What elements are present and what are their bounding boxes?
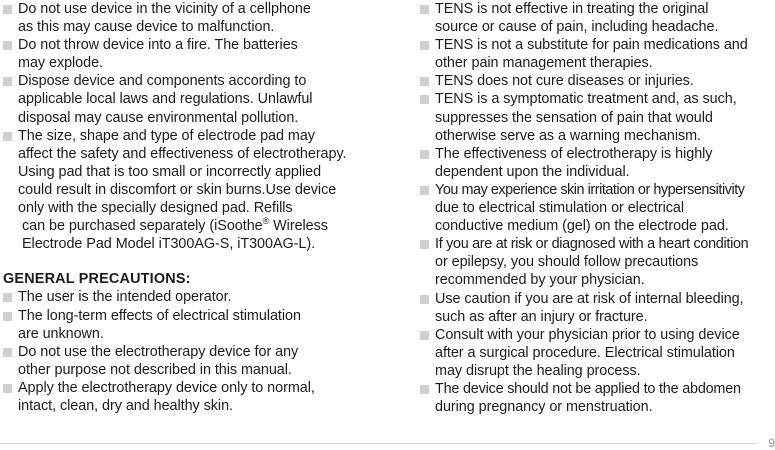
list-item-text: recommended by your physician. — [435, 272, 645, 289]
list-item-text: only with the specially designed pad. Refills — [18, 200, 293, 217]
list-item-text: such as after an injury or fracture. — [435, 308, 648, 325]
list-item — [420, 380, 775, 416]
list-item-text: during pregnancy or menstruation. — [435, 399, 653, 416]
list-item — [420, 235, 775, 289]
list-item-text: The long-term effects of electrical stimulation — [18, 307, 301, 324]
page-number: 9 — [768, 436, 775, 450]
list-item-text: as this may cause device to malfunction. — [18, 19, 275, 36]
list-item-text: source or cause of pain, including headache. — [435, 19, 719, 36]
list-item — [420, 72, 775, 90]
list-item-text: disposal may cause environmental pollution. — [18, 109, 299, 126]
list-item-text: otherwise serve as a warning mechanism. — [435, 127, 701, 144]
list-item-text: TENS does not cure diseases or injuries. — [435, 73, 694, 90]
bullet-square-icon — [420, 41, 429, 50]
bullet-square-icon — [420, 95, 429, 104]
list-item-text: You may experience skin irritation or hypersensitivity — [435, 181, 745, 198]
list-item-text: other purpose not described in this manual. — [18, 361, 292, 378]
list-item-text: Apply the electrotherapy device only to normal, — [18, 379, 315, 396]
list-item-text: TENS is a symptomatic treatment and, as such, — [435, 91, 737, 108]
list-item-text: may disrupt the healing process. — [435, 362, 641, 379]
list-item-text: The device should not be applied to the abdomen — [435, 380, 741, 397]
list-item-text: Dispose device and components according to — [18, 73, 307, 90]
list-item — [3, 127, 368, 254]
list-item-text: or epilepsy, you should follow precautions — [435, 254, 699, 271]
bullet-square-icon — [3, 312, 12, 321]
list-item-text: intact, clean, dry and healthy skin. — [18, 397, 233, 414]
bullet-square-icon — [420, 5, 429, 14]
bullet-square-icon — [420, 295, 429, 304]
registered-mark: ® — [262, 216, 270, 227]
right-column — [420, 0, 775, 416]
list-item-text: suppresses the sensation of pain that would — [435, 109, 713, 126]
list-item — [420, 0, 775, 36]
list-item-text: may explode. — [18, 55, 103, 72]
bullet-square-icon — [3, 384, 12, 393]
list-item — [3, 36, 368, 72]
bullet-square-icon — [3, 132, 12, 141]
footer-divider — [0, 443, 758, 444]
list-item-text: can be purchased separately (iSoothe® Wireless — [22, 216, 328, 235]
list-item-text: Using pad that is too small or incorrectly applied — [18, 163, 322, 180]
list-item-text: dependent upon the individual. — [435, 163, 630, 180]
bullet-square-icon — [420, 385, 429, 394]
list-item — [3, 288, 368, 306]
list-item — [3, 0, 368, 36]
list-item — [3, 343, 368, 379]
list-item-text: The user is the intended operator. — [18, 289, 232, 306]
bullet-square-icon — [3, 348, 12, 357]
list-item — [420, 145, 775, 181]
list-item-text: Do not use device in the vicinity of a cellphone — [18, 1, 311, 17]
list-item-text: The size, shape and type of electrode pad may — [18, 127, 315, 144]
list-item-text: are unknown. — [18, 325, 104, 342]
section-heading: GENERAL PRECAUTIONS: — [3, 271, 191, 288]
list-item-text: If you are at risk or diagnosed with a heart condition — [435, 236, 749, 253]
bullet-square-icon — [3, 5, 12, 14]
bullet-square-icon — [3, 77, 12, 86]
list-item-text: conductive medium (gel) on the electrode pad. — [435, 218, 729, 235]
bullet-square-icon — [3, 293, 12, 302]
bullet-square-icon — [420, 240, 429, 249]
bullet-square-icon — [420, 331, 429, 340]
list-item — [420, 326, 775, 380]
bullet-square-icon — [3, 41, 12, 50]
list-item — [420, 181, 775, 235]
list-item-text: due to electrical stimulation or electrical — [435, 200, 684, 217]
list-item-text: TENS is not effective in treating the original — [435, 1, 709, 17]
list-item — [3, 307, 368, 343]
bullet-square-icon — [420, 77, 429, 86]
list-item-text: Use caution if you are at risk of internal bleeding, — [435, 290, 744, 307]
list-item-text: Do not use the electrotherapy device for any — [18, 343, 299, 360]
list-item-text: affect the safety and effectiveness of electrotherapy. — [18, 145, 347, 162]
list-item — [420, 90, 775, 144]
list-item — [3, 379, 368, 415]
list-item-text: The effectiveness of electrotherapy is highly — [435, 145, 713, 162]
list-item-text: Electrode Pad Model iT300AG-S, iT300AG-L). — [22, 236, 316, 253]
list-item — [420, 36, 775, 72]
list-item-text: TENS is not a substitute for pain medications and — [435, 37, 748, 54]
list-item — [420, 290, 775, 326]
bullet-square-icon — [420, 150, 429, 159]
list-item-text: after a surgical procedure. Electrical stimulation — [435, 344, 735, 361]
bullet-square-icon — [420, 186, 429, 195]
list-item-text: other pain management therapies. — [435, 55, 653, 72]
list-item-text: Do not throw device into a fire. The batteries — [18, 37, 298, 54]
left-column — [3, 0, 368, 415]
list-item — [3, 72, 368, 126]
list-item-text: applicable local laws and regulations. Unlawful — [18, 91, 313, 108]
list-item-text: could result in discomfort or skin burns.Use device — [18, 181, 337, 198]
list-item-text: Consult with your physician prior to using device — [435, 326, 740, 343]
